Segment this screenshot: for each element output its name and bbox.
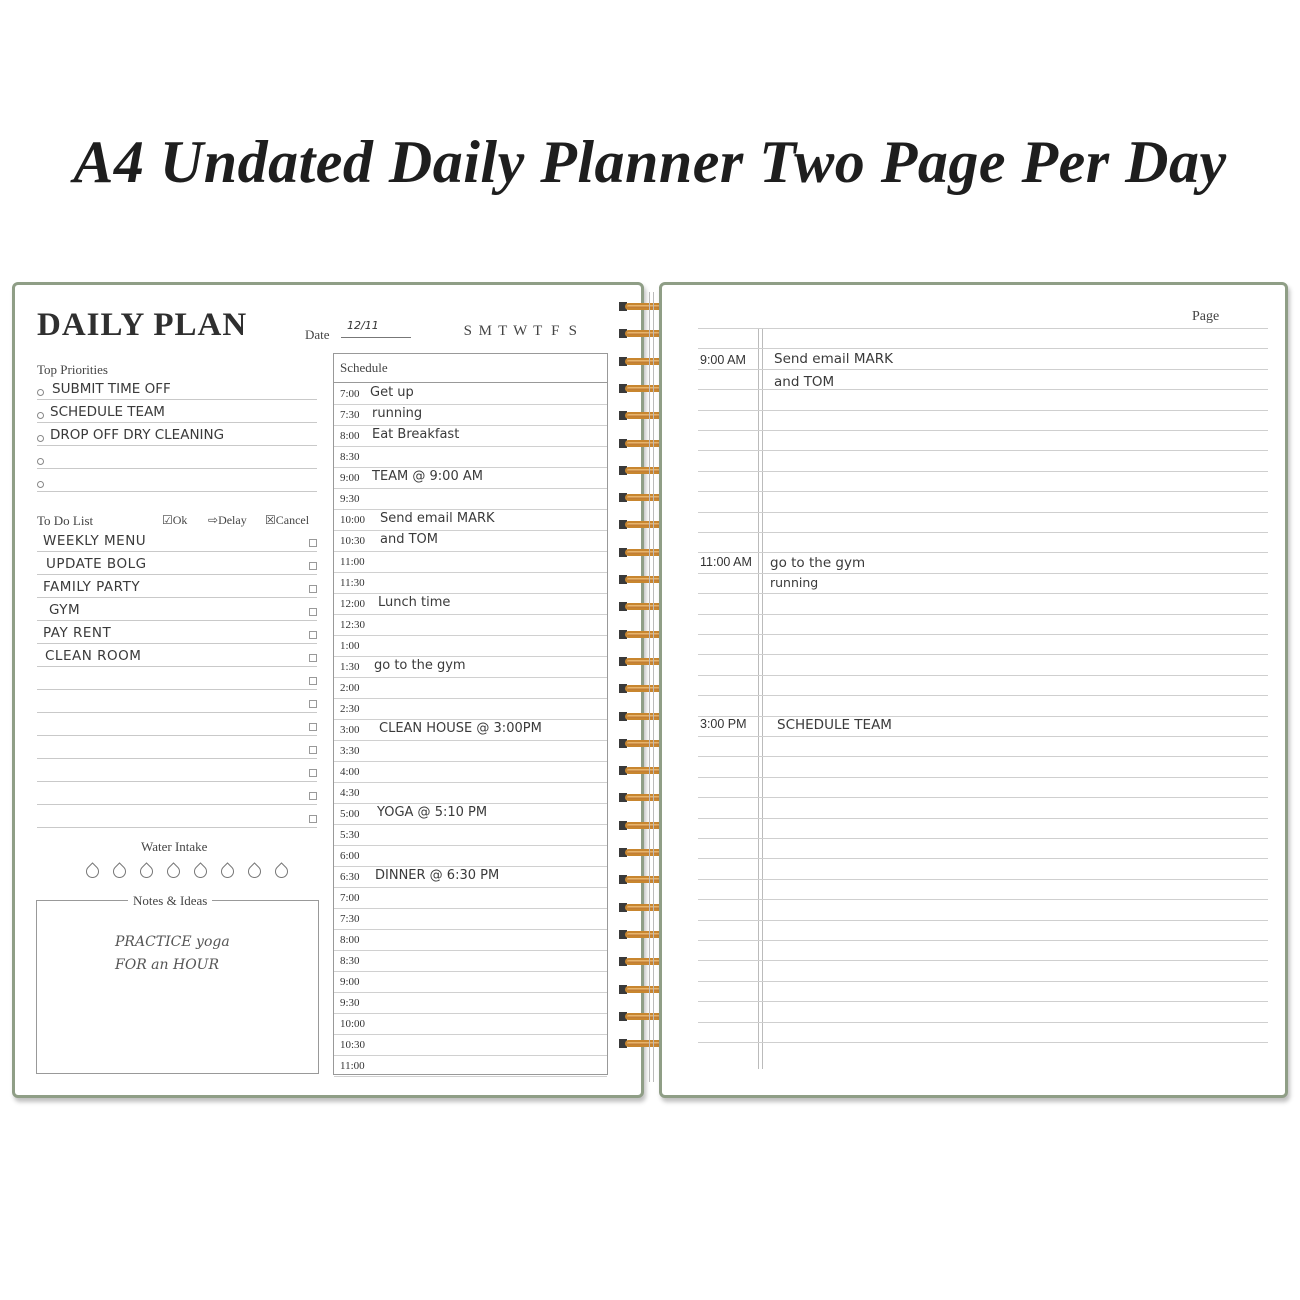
todo-checkbox[interactable]: [309, 723, 317, 731]
schedule-row[interactable]: [334, 1034, 607, 1056]
entry-note: go to the gym: [770, 555, 866, 571]
schedule-row[interactable]: [334, 677, 607, 699]
schedule-box: [333, 353, 608, 1075]
todo-checkbox[interactable]: [309, 608, 317, 616]
notes-text: [115, 931, 230, 977]
schedule-time: 8:00: [340, 430, 360, 442]
schedule-row[interactable]: [334, 698, 607, 720]
ruled-line: [698, 1042, 1268, 1043]
schedule-row[interactable]: [334, 635, 607, 657]
priority-bullet-icon: [37, 458, 44, 465]
schedule-row[interactable]: [334, 950, 607, 972]
todo-checkbox[interactable]: [309, 631, 317, 639]
schedule-row[interactable]: [334, 572, 607, 594]
notes-line: PRACTICE yoga: [115, 934, 230, 950]
schedule-time: 5:30: [340, 829, 360, 841]
ruled-line: [698, 858, 1268, 859]
schedule-time: 10:30: [340, 535, 366, 547]
schedule-time: 7:00: [340, 892, 360, 904]
todo-checkbox[interactable]: [309, 700, 317, 708]
schedule-time: 9:00: [340, 976, 360, 988]
ruled-line: [698, 430, 1268, 431]
schedule-time: 7:30: [340, 913, 360, 925]
schedule-row[interactable]: [334, 656, 607, 678]
notes-label: Notes & Ideas: [128, 893, 212, 909]
schedule-note: Send email MARK: [380, 511, 495, 526]
todo-checkbox[interactable]: [309, 585, 317, 593]
notes-box[interactable]: [36, 900, 319, 1074]
entry-note: Send email MARK: [774, 351, 893, 367]
ruled-line: [698, 675, 1268, 676]
date-underline: [341, 337, 411, 338]
schedule-row[interactable]: [334, 866, 607, 888]
ruled-line: [698, 654, 1268, 655]
ruled-line: [698, 573, 1268, 574]
weekday-sat[interactable]: S: [568, 323, 577, 339]
schedule-row[interactable]: [334, 467, 607, 489]
water-drop-icon[interactable]: [137, 862, 155, 880]
legend-cancel: ☒Cancel: [265, 513, 310, 527]
todo-line: [37, 758, 317, 759]
schedule-time: 3:00: [340, 724, 360, 736]
schedule-row[interactable]: [334, 908, 607, 930]
schedule-time: 11:00: [340, 556, 365, 568]
schedule-note: and TOM: [380, 532, 438, 547]
schedule-note: Lunch time: [378, 595, 451, 610]
ruled-line: [698, 777, 1268, 778]
todo-checkbox[interactable]: [309, 769, 317, 777]
priority-item[interactable]: SUBMIT TIME OFF: [52, 381, 171, 397]
weekday-mon[interactable]: M: [478, 323, 492, 339]
todo-checkbox[interactable]: [309, 746, 317, 754]
ruled-line: [698, 960, 1268, 961]
schedule-row[interactable]: [334, 1055, 607, 1077]
schedule-time: 2:30: [340, 703, 360, 715]
weekday-thu[interactable]: T: [533, 323, 543, 339]
legend-delay: ⇨Delay: [208, 513, 247, 527]
schedule-time: 2:00: [340, 682, 360, 694]
todo-line: [37, 574, 317, 575]
ruled-line: [698, 736, 1268, 737]
ruled-line: [698, 410, 1268, 411]
priority-line: [37, 445, 317, 446]
schedule-time: 9:00: [340, 472, 360, 484]
weekday-fri[interactable]: F: [551, 323, 560, 339]
schedule-time: 6:00: [340, 850, 360, 862]
todo-checkbox[interactable]: [309, 815, 317, 823]
schedule-row[interactable]: [334, 551, 607, 573]
ruled-line: [698, 920, 1268, 921]
todo-line: [37, 551, 317, 552]
priority-item[interactable]: SCHEDULE TEAM: [50, 404, 165, 420]
schedule-row[interactable]: [334, 446, 607, 468]
ruled-line: [698, 797, 1268, 798]
priority-bullet-icon: [37, 412, 44, 419]
todo-item[interactable]: CLEAN ROOM: [45, 648, 142, 664]
entry-time: 9:00 AM: [700, 353, 746, 367]
water-drop-icon[interactable]: [218, 862, 236, 880]
schedule-time: 4:30: [340, 787, 360, 799]
entry-note: SCHEDULE TEAM: [777, 717, 892, 733]
schedule-note: TEAM @ 9:00 AM: [372, 469, 483, 484]
weekday-tue[interactable]: T: [498, 323, 508, 339]
schedule-note: Eat Breakfast: [372, 427, 460, 442]
schedule-note: YOGA @ 5:10 PM: [377, 805, 488, 820]
weekday-selector[interactable]: [459, 323, 582, 340]
ruled-line: [698, 1022, 1268, 1023]
priority-item[interactable]: DROP OFF DRY CLEANING: [50, 427, 225, 443]
page-number-label: Page: [1192, 309, 1220, 324]
water-drop-icon[interactable]: [83, 862, 101, 880]
schedule-row[interactable]: [334, 509, 607, 531]
delay-arrow-icon: ⇨: [208, 513, 219, 527]
spine-line: [653, 292, 654, 1082]
water-drop-icon[interactable]: [191, 862, 209, 880]
schedule-time: 9:30: [340, 493, 360, 505]
schedule-time: 12:30: [340, 619, 366, 631]
schedule-time: 3:30: [340, 745, 360, 757]
schedule-row[interactable]: [334, 824, 607, 846]
headline: A4 Undated Daily Planner Two Page Per Day: [73, 129, 1227, 195]
date-label: Date: [305, 327, 330, 342]
water-drop-icon[interactable]: [272, 862, 290, 880]
todo-line: [37, 666, 317, 667]
todo-checkbox[interactable]: [309, 654, 317, 662]
time-column-divider: [762, 329, 763, 1069]
todo-line: [37, 781, 317, 782]
right-page: [659, 282, 1288, 1098]
todo-item[interactable]: GYM: [49, 602, 81, 618]
schedule-time: 4:00: [340, 766, 360, 778]
todo-checkbox[interactable]: [309, 562, 317, 570]
water-intake-label: Water Intake: [141, 839, 208, 854]
schedule-time: 10:00: [340, 514, 366, 526]
priority-bullet-icon: [37, 435, 44, 442]
ruled-line: [698, 512, 1268, 513]
schedule-row[interactable]: [334, 740, 607, 762]
left-page: [12, 282, 644, 1098]
notes-line: FOR an HOUR: [115, 957, 220, 973]
schedule-time: 7:30: [340, 409, 360, 421]
ruled-line: [698, 818, 1268, 819]
schedule-note: go to the gym: [374, 658, 466, 673]
legend-ok: ☑Ok: [162, 513, 188, 527]
water-drop-icon[interactable]: [110, 862, 128, 880]
todo-line: [37, 827, 317, 828]
todo-item[interactable]: UPDATE BOLG: [46, 556, 147, 572]
schedule-row[interactable]: [334, 530, 607, 552]
water-drops: [79, 865, 295, 878]
schedule-time: 1:30: [340, 661, 360, 673]
schedule-row[interactable]: [334, 992, 607, 1014]
schedule-row[interactable]: [334, 719, 607, 741]
entry-note: running: [770, 575, 819, 590]
todo-line: [37, 712, 317, 713]
water-drop-icon[interactable]: [164, 862, 182, 880]
ruled-line: [698, 899, 1268, 900]
todo-line: [37, 804, 317, 805]
time-column-divider: [758, 329, 759, 1069]
schedule-time: 11:30: [340, 577, 365, 589]
schedule-note: DINNER @ 6:30 PM: [375, 868, 500, 883]
schedule-row[interactable]: [334, 1013, 607, 1035]
priority-bullet-icon: [37, 481, 44, 488]
ruled-line: [698, 532, 1268, 533]
schedule-time: 8:30: [340, 955, 360, 967]
todo-line: [37, 735, 317, 736]
schedule-row[interactable]: [334, 614, 607, 636]
entry-note: and TOM: [774, 374, 835, 390]
schedule-row[interactable]: [334, 929, 607, 951]
ruled-line: [698, 348, 1268, 349]
todo-line: [37, 643, 317, 644]
ruled-line: [698, 614, 1268, 615]
schedule-time: 7:00: [340, 388, 360, 400]
todo-line: [37, 620, 317, 621]
water-drop-icon[interactable]: [245, 862, 263, 880]
ruled-line: [698, 756, 1268, 757]
todo-line: [37, 597, 317, 598]
daily-plan-title: DAILY PLAN: [37, 307, 248, 343]
todo-item[interactable]: PAY RENT: [43, 625, 112, 641]
priority-line: [37, 491, 317, 492]
schedule-time: 6:30: [340, 871, 360, 883]
ruled-line: [698, 981, 1268, 982]
priority-bullet-icon: [37, 389, 44, 396]
schedule-note: Get up: [370, 385, 414, 400]
schedule-row[interactable]: [334, 383, 607, 405]
schedule-row[interactable]: [334, 887, 607, 909]
weekday-sun[interactable]: S: [463, 323, 472, 339]
ruled-line: [698, 491, 1268, 492]
schedule-row[interactable]: [334, 845, 607, 867]
ruled-line: [698, 369, 1268, 370]
ruled-line: [698, 593, 1268, 594]
schedule-time: 8:00: [340, 934, 360, 946]
top-priorities-label: Top Priorities: [37, 362, 108, 377]
ok-check-icon: ☑: [162, 513, 173, 527]
schedule-time: 8:30: [340, 451, 360, 463]
cancel-x-icon: ☒: [265, 513, 276, 527]
schedule-time: 10:30: [340, 1039, 366, 1051]
schedule-row[interactable]: [334, 425, 607, 447]
todo-checkbox[interactable]: [309, 539, 317, 547]
date-value[interactable]: 12/11: [347, 319, 379, 332]
ruled-line: [698, 328, 1268, 329]
todo-item[interactable]: WEEKLY MENU: [43, 533, 147, 549]
schedule-time: 5:00: [340, 808, 360, 820]
schedule-time: 10:00: [340, 1018, 366, 1030]
todo-checkbox[interactable]: [309, 677, 317, 685]
ruled-line: [698, 471, 1268, 472]
priority-line: [37, 399, 317, 400]
schedule-row[interactable]: [334, 971, 607, 993]
ruled-line: [698, 879, 1268, 880]
schedule-time: 1:00: [340, 640, 360, 652]
ruled-line: [698, 450, 1268, 451]
todo-checkbox[interactable]: [309, 792, 317, 800]
todo-item[interactable]: FAMILY PARTY: [43, 579, 141, 595]
ruled-line: [698, 634, 1268, 635]
schedule-time: 12:00: [340, 598, 366, 610]
schedule-row[interactable]: [334, 761, 607, 783]
schedule-note: running: [372, 406, 423, 421]
schedule-row[interactable]: [334, 488, 607, 510]
ruled-line: [698, 695, 1268, 696]
todo-line: [37, 689, 317, 690]
todo-label: To Do List: [37, 513, 94, 528]
ruled-line: [698, 552, 1268, 553]
priority-line: [37, 422, 317, 423]
entry-time: 3:00 PM: [700, 717, 747, 731]
ruled-line: [698, 940, 1268, 941]
ruled-line: [698, 1001, 1268, 1002]
schedule-row[interactable]: [334, 803, 607, 825]
ruled-line: [698, 838, 1268, 839]
schedule-time: 11:00: [340, 1060, 365, 1072]
weekday-wed[interactable]: W: [513, 323, 528, 339]
schedule-label: Schedule: [340, 360, 388, 375]
spine-line: [649, 292, 650, 1082]
schedule-row[interactable]: [334, 782, 607, 804]
schedule-time: 9:30: [340, 997, 360, 1009]
priority-line: [37, 468, 317, 469]
schedule-row[interactable]: [334, 404, 607, 426]
schedule-row[interactable]: [334, 593, 607, 615]
schedule-note: CLEAN HOUSE @ 3:00PM: [379, 721, 542, 736]
entry-time: 11:00 AM: [700, 555, 752, 569]
